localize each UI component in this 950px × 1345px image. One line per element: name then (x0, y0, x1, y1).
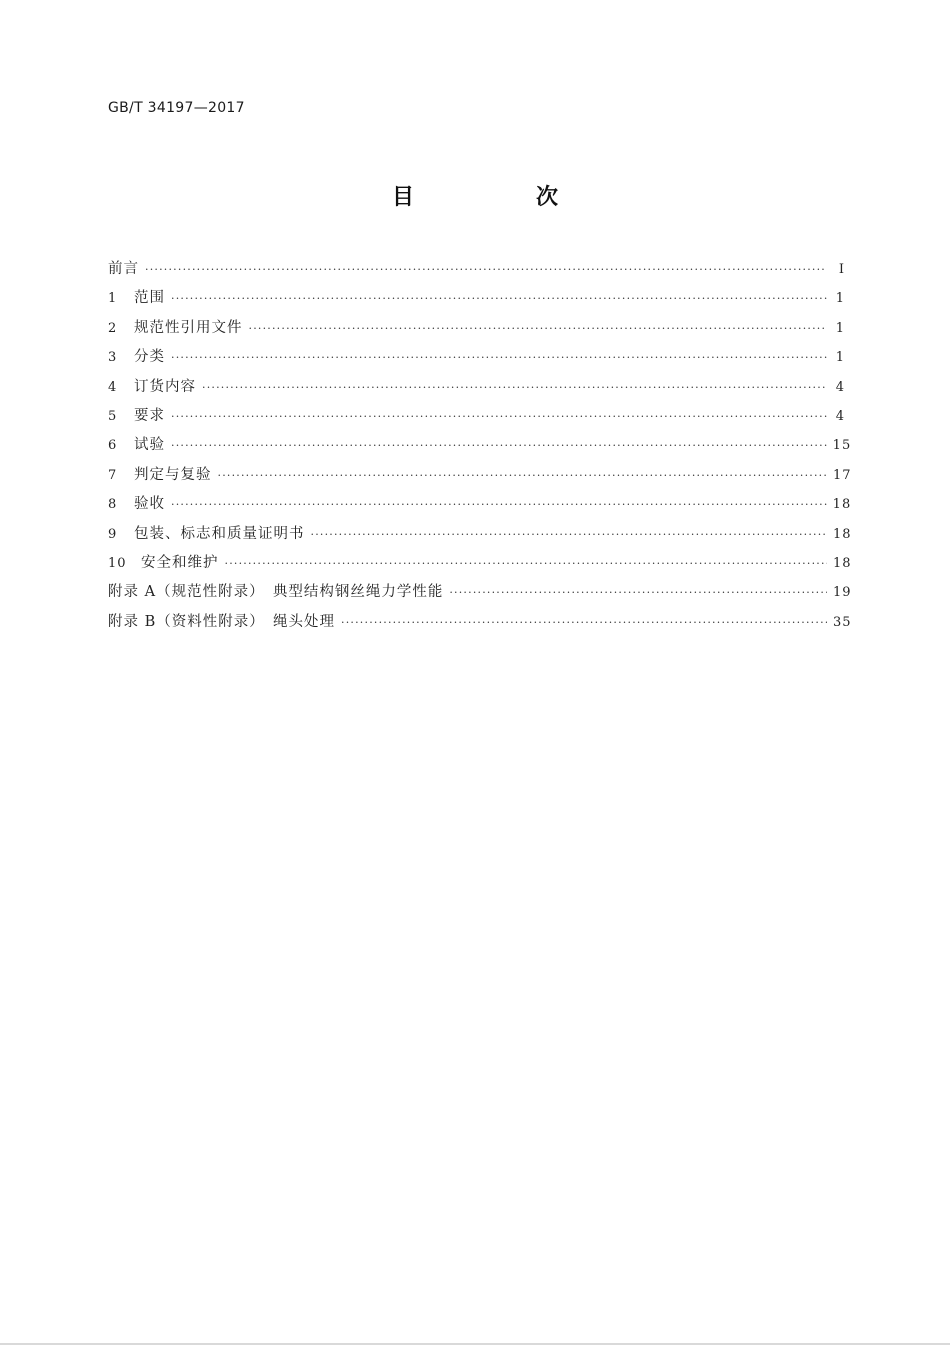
toc-entry-page: 35 (833, 614, 852, 630)
toc-entry-page: 18 (833, 555, 852, 571)
toc-entry-number: 5 (108, 408, 118, 424)
toc-leader-dots (171, 498, 827, 511)
toc-entry-label: 附录 B（资料性附录） 绳头处理 (108, 613, 336, 630)
toc-entry-label: 订货内容 (134, 378, 196, 395)
toc-entry-order-content[interactable] (108, 375, 845, 404)
toc-title: 目 次 (391, 185, 608, 210)
toc-entry-page: 15 (832, 438, 852, 454)
toc-entry-label: 试验 (134, 437, 165, 454)
toc-entry-number: 3 (108, 350, 118, 366)
toc-leader-dots (171, 439, 827, 452)
toc-entry-page: 1 (835, 291, 845, 307)
toc-entry-label: 判定与复验 (134, 466, 212, 483)
toc-entry-page: 1 (835, 350, 845, 366)
toc-entry-page: 19 (833, 585, 852, 601)
toc-entry-page: Ⅰ (838, 262, 845, 277)
toc-leader-dots (171, 292, 827, 305)
toc-leader-dots (311, 528, 828, 541)
toc-leader-dots (449, 586, 827, 599)
toc-entry-judgement-retest[interactable] (108, 463, 852, 492)
toc-entry-page: 1 (835, 320, 845, 336)
toc-leader-dots (225, 557, 828, 570)
toc-entry-tests[interactable] (108, 433, 852, 462)
toc-leader-dots (249, 322, 828, 335)
toc-leader-dots (202, 381, 827, 394)
toc-entry-page: 18 (832, 497, 852, 513)
toc-entry-label: 前言 (108, 261, 139, 277)
toc-entry-label: 安全和维护 (141, 554, 219, 571)
toc-entry-number: 2 (108, 320, 118, 336)
toc-entry-packaging-marking[interactable] (108, 522, 852, 551)
toc-entry-page: 4 (835, 408, 845, 424)
toc-entry-annex-b[interactable] (108, 610, 852, 639)
toc-leader-dots (341, 616, 827, 629)
toc-entry-number: 9 (108, 526, 118, 542)
standard-code: GB/T 34197—2017 (108, 100, 245, 116)
toc-entry-label: 范围 (134, 290, 165, 307)
toc-entry-label: 规范性引用文件 (134, 319, 243, 336)
toc-entry-number: 8 (108, 497, 118, 513)
toc-entry-classification[interactable] (108, 345, 845, 374)
toc-leader-dots (218, 469, 828, 482)
toc-entry-number: 10 (108, 555, 127, 571)
toc-entry-label: 验收 (134, 496, 165, 513)
toc-leader-dots (171, 351, 827, 364)
toc-entry-normative-references[interactable] (108, 316, 845, 345)
toc-entry-label: 分类 (134, 349, 165, 366)
toc-entry-number: 4 (108, 379, 118, 395)
toc-entry-requirements[interactable] (108, 404, 845, 433)
toc-entry-label: 包装、标志和质量证明书 (134, 525, 305, 542)
toc-entry-page: 18 (833, 526, 852, 542)
toc-entry-annex-a[interactable] (108, 580, 852, 609)
toc-entry-label: 附录 A（规范性附录） 典型结构钢丝绳力学性能 (108, 584, 444, 601)
toc-leader-dots (145, 263, 827, 276)
toc-entry-foreword[interactable] (108, 257, 845, 286)
toc-entry-number: 7 (108, 467, 118, 483)
toc-entry-scope[interactable] (108, 286, 845, 315)
toc-entry-number: 1 (108, 291, 118, 307)
toc-entry-page: 4 (835, 379, 845, 395)
toc-entry-number: 6 (108, 438, 118, 454)
toc-entry-acceptance[interactable] (108, 492, 852, 521)
toc-entry-safety-maintenance[interactable] (108, 551, 852, 580)
toc-entry-page: 17 (833, 467, 852, 483)
table-of-contents (108, 257, 852, 639)
toc-entry-label: 要求 (134, 407, 165, 424)
toc-leader-dots (171, 410, 827, 423)
